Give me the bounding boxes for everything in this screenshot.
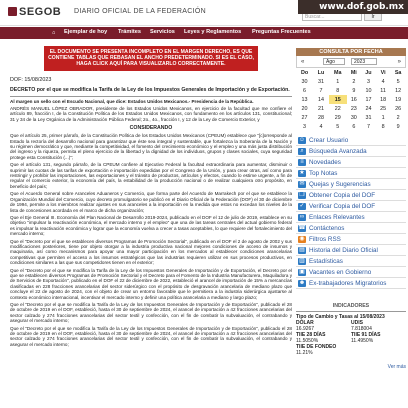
main-content [10, 42, 292, 408]
sidebar-link[interactable] [296, 146, 406, 157]
check-icon: ✓ [299, 203, 305, 209]
paragraph: Que el "Decreto por el que se modifica la Tarifa de la Ley de los Impuestos Generales de Importación y de Exportación", publicado el 28 de octubre de 2019 en el DOF, estableció, hasta el 30 de septiembre de 2024, el arancel de importación a 42 fracciones arancelarias del sector calzado y 274 fracciones arancelarias del sector textil y confección, con el fin de combatir la subvaluación, el contrabando y asegurar el mercado interno; [10, 302, 292, 324]
calendar-day[interactable]: 8 [381, 123, 385, 130]
sidebar-link[interactable] [296, 135, 406, 146]
sidebar-link-label: Ex-trabajadores Migratorios [309, 280, 387, 287]
calendar-day[interactable]: 3 [366, 78, 370, 85]
indicator-value [351, 350, 406, 356]
paragraph: Que el "Decreto por el que se establecen diversos Programas de Promoción Sectorial", publicado en el DOF el 2 de agosto de 2002 y sus modificaciones posteriores, tiene por objeto otorgar a la industria productiva nacional mejores condiciones de acceso de insumos y maquinaria, así como mecanismos para apoyar una mayor participación en los mercados al establecer condiciones arancelarias competitivas que permiten el acceso a los insumos estratégicos que las industrias requieren utilizar en sus procesos productivos, en condiciones similares a las que sus competidores tienen en el exterior; [10, 238, 292, 266]
paragraph: Que el artículo 25, primer párrafo, de la Constitución Política de los Estados Unidos Mexicanos (CPEUM) establece que "[c]orresponde al Estado la rectoría del desarrollo nacional para garantizar que éste sea integral y sustentable, que fortalezca la Soberanía de la Nación y su régimen democrático y que, mediante la competitividad, el fomento del crecimiento económico y el empleo y una más justa distribución del ingreso y la riqueza, permita el pleno ejercicio de la libertad y la dignidad de los individuos, grupos y clases sociales, cuya seguridad protege esta Constitución (...)"; [10, 133, 292, 160]
calendar-day[interactable]: 21 [317, 105, 324, 112]
calendar-day[interactable]: 24 [365, 105, 372, 112]
calendar-day[interactable]: 29 [334, 114, 341, 121]
sidebar-link-label: Filtros RSS [309, 236, 341, 243]
sidebar-links [296, 135, 406, 289]
indicator-value: TIIE 91 DÍAS [351, 332, 381, 338]
indicator-value: UDIS [351, 320, 363, 326]
search-button[interactable]: Ir [364, 12, 382, 21]
nav-tramites[interactable]: Trámites [118, 29, 142, 35]
indicator-label: DÓLAR [296, 320, 314, 326]
calendar-day[interactable]: 3 [303, 123, 307, 130]
url-watermark: www.dof.gob.mx [298, 0, 408, 14]
nav-servicios[interactable]: Servicios [150, 29, 175, 35]
intro-paragraph: ANDRÉS MANUEL LÓPEZ OBRADOR, presidente de los Estados Unidos Mexicanos, en ejercicio de la facultad que me confiere el artículo 89, fracción I, de la Constitución Política de los Estados Unidos Mexicanos, con fundamento en los artículos 131, constitucional; 31 y 34 de la Ley Orgánica de la Administración Pública Federal; 2o., 4o., fracción I, y 12 de la Ley de Comercio Exterior, y [10, 106, 292, 122]
sidebar-link-label: Quejas y Sugerencias [309, 181, 371, 188]
search-input[interactable]: Buscar... [302, 12, 362, 21]
indicator-label: 11.5050% [296, 338, 319, 344]
calendar-day[interactable]: 19 [395, 96, 402, 103]
indicator-value: 7.818004 [351, 326, 372, 332]
divider [10, 96, 292, 97]
sidebar-link[interactable] [296, 157, 406, 168]
calendar-day[interactable]: 17 [365, 96, 372, 103]
incomplete-warning-banner[interactable]: EL DOCUMENTO SE PRESENTA INCOMPLETO EN EL MARGEN DERECHO, ES QUE CONTIENE TABLAS QUE REBASAN EL ANCHO PREDETERMINADO. SI ES EL CASO, HAGA CLICK AQUÍ PARA VISUALIZARLO CORRECTAMENTE. [44, 46, 258, 71]
next-month-icon[interactable]: » [397, 59, 401, 65]
indicator-label: TIIE 28 DÍAS [296, 332, 326, 338]
sidebar-link-label: Búsqueda Avanzada [309, 148, 367, 155]
indicators-table [296, 320, 406, 356]
home-icon[interactable]: ⌂ [52, 30, 56, 36]
calendar-day[interactable]: 10 [365, 87, 372, 94]
nav-leyes[interactable]: Leyes y Reglamentos [184, 29, 242, 35]
calendar-day[interactable]: 12 [395, 87, 402, 94]
dof-date: DOF: 15/08/2023 [10, 76, 52, 83]
calendar-day[interactable]: 9 [352, 87, 356, 94]
sidebar-link[interactable] [296, 256, 406, 267]
sidebar-link[interactable] [296, 223, 406, 234]
indicator-value: 11.4950% [351, 338, 374, 344]
indicators-subtitle: Tipo de Cambio y Tasas al 15/08/2023 [296, 314, 385, 320]
calendar-day[interactable]: 7 [366, 123, 370, 130]
user-icon: ☺ [298, 137, 306, 143]
divider [296, 311, 406, 312]
sidebar-link-label: Verificar Copia del DOF [309, 203, 376, 210]
sidebar-link-label: Vacantes en Gobierno [309, 269, 372, 276]
weekday-label: Sa [394, 69, 402, 76]
calendar-selector [296, 56, 406, 68]
indicator-label: TIIE DE FONDEO [296, 344, 337, 350]
copy-icon: ❐ [299, 192, 305, 198]
weekday-label: Ma [333, 69, 342, 76]
year-select[interactable]: 2023 [351, 58, 377, 65]
decree-title: DECRETO por el que se modifica la Tarifa de la Ley de los Impuestos Generales de Importación y de Exportación. [10, 86, 290, 93]
segob-logo[interactable] [8, 6, 61, 18]
paragraph: Que el "Decreto por el que se modifica la Tarifa de la Ley de los Impuestos Generales de Importación y de Exportación", publicado el 28 de octubre de 2019 en el DOF, estableció, hasta el 30 de septiembre de 2024, el arancel de importación a 42 fracciones arancelarias del sector calzado y 274 fracciones arancelarias del sector textil y confección, con el fin de combatir la subvaluación, el contrabando y asegurar el mercado interno; [10, 325, 292, 347]
sidebar-link-label: Top Notas [309, 170, 338, 177]
calendar-day[interactable]: 2 [396, 114, 400, 121]
month-select[interactable]: Ago [323, 58, 345, 65]
briefcase-icon: ▣ [299, 269, 305, 275]
search-icon: ⌕ [298, 148, 306, 155]
calendar-day[interactable]: 6 [303, 87, 307, 94]
weekday-label: Mi [350, 69, 357, 76]
calendar-day[interactable]: 5 [396, 78, 400, 85]
main-nav [0, 27, 408, 39]
paragraph: Que el "Decreto por el que se modifica la Tarifa de la Ley de los Impuestos Generales de Importación y de Exportación, el Decreto por el que se establecen diversos Programas de Promoción Sectorial y el Decreto para el Fomento de la Industria Manufacturera, Maquiladora y de Servicios de Exportación", publicado en el DOF el 22 de diciembre de 2022, estableció el arancel de importación de 15% a mercancías clasificadas en 228 fracciones arancelarias del sector siderúrgico con el propósito de desgravación arancelaria de mediano plazo que concluye el 22 de agosto de 2024, con el objeto de crear un entorno favorable que le permitiera a la industria siderúrgica ajustarse al contexto económico internacional, incentivar el mercado interno y definir una política arancelaria a mediano y largo plazo; [10, 267, 292, 300]
prev-month-icon[interactable]: « [301, 59, 305, 65]
calendar-day[interactable]: 6 [352, 123, 356, 130]
weekday-label: Do [300, 69, 309, 76]
calendar-day[interactable]: 23 [350, 105, 357, 112]
nav-ejemplar-de-hoy[interactable]: Ejemplar de hoy [64, 29, 108, 35]
book-icon: ▤ [299, 247, 305, 253]
ver-mas-link[interactable]: Ver más [387, 364, 406, 370]
sidebar-link[interactable] [296, 278, 406, 289]
sidebar-link-label: Enlaces Relevantes [309, 214, 365, 221]
paragraph: Que el artículo 131, segundo párrafo, de la CPEUM confiere al Ejecutivo Federal la facultad extraordinaria para aumentar, disminuir o suprimir las cuotas de las tarifas de exportación e importación expedidas por el Congreso de la Unión, y para crear otras, así como para restringir y prohibir las importaciones, las exportaciones y el tránsito de productos, artículos y efectos, cuando lo estime urgente, a fin de regular el comercio exterior, la economía del país, la estabilidad de la producción nacional o de realizar cualquiera otro propósito, en beneficio del país; [10, 162, 292, 189]
sidebar-link[interactable] [296, 168, 406, 179]
sidebar-link[interactable] [296, 267, 406, 278]
calendar-day[interactable]: 28 [317, 114, 324, 121]
sidebar-link[interactable] [296, 234, 406, 245]
calendar-day[interactable]: 5 [336, 123, 340, 130]
calendar-day[interactable]: 9 [396, 123, 400, 130]
indicator-label: 11.21% [296, 350, 313, 356]
calendar-day[interactable]: 22 [334, 105, 341, 112]
site-title: DIARIO OFICIAL DE LA FEDERACIÓN [74, 8, 206, 15]
calendar-day[interactable]: 25 [380, 105, 387, 112]
calendar-day[interactable]: 13 [301, 96, 308, 103]
sidebar-link-label: Contáctenos [309, 225, 345, 232]
sidebar-link-label: Historia del Diario Oficial [309, 247, 378, 254]
calendar-day[interactable]: 16 [350, 96, 357, 103]
sidebar-link-label: Novedades [309, 159, 341, 166]
calendar-day[interactable]: 31 [365, 114, 372, 121]
calendar-day[interactable]: 4 [381, 78, 385, 85]
considerando-heading: CONSIDERANDO [129, 125, 173, 132]
mail-icon: ✉ [299, 181, 305, 187]
calendar-day[interactable]: 14 [317, 96, 324, 103]
segob-emblem-icon [8, 7, 17, 16]
weekday-label: Ju [365, 69, 372, 76]
indicator-label: 16.9267 [296, 326, 315, 332]
sidebar-link[interactable] [296, 245, 406, 256]
calendar-title: CONSULTA POR FECHA [296, 48, 406, 56]
calendar-day[interactable]: 2 [352, 78, 356, 85]
calendar-day[interactable]: 4 [319, 123, 323, 130]
weekday-label: Lu [317, 69, 325, 76]
indicators-title: INDICADORES [332, 303, 370, 309]
calendar-day[interactable]: 7 [319, 87, 323, 94]
people-icon: ☻ [298, 280, 306, 286]
sidebar-link[interactable] [296, 179, 406, 190]
weekday-label: Vi [380, 69, 386, 76]
calendar-day[interactable]: 31 [317, 78, 324, 85]
sidebar-link[interactable] [296, 190, 406, 201]
calendar-day[interactable]: 1 [381, 114, 385, 121]
sidebar-link-label: Obtener Copia del DOF [309, 192, 376, 199]
chart-icon: ▥ [299, 258, 305, 264]
paragraph: Que el Eje General III. Economía del Plan Nacional de Desarrollo 2019-2024, publicado en el DOF el 12 de julio de 2019, establece en su objetivo "impulsar la reactivación económica, el mercado interno y el empleo" que una de las tareas centrales del actual gobierno federal es impulsar la reactivación económica y lograr que la economía vuelva a crecer a tasas aceptables, lo que requiere del fortalecimiento del mercado interno; [10, 214, 292, 237]
calendar-day[interactable]: 30 [350, 114, 357, 121]
calendar-day[interactable]: 8 [336, 87, 340, 94]
news-icon: ≡ [298, 159, 306, 166]
sidebar-link[interactable] [296, 212, 406, 223]
sidebar-link[interactable] [296, 201, 406, 212]
segob-logo-text: SEGOB [19, 6, 62, 18]
calendar-day[interactable]: 27 [301, 114, 308, 121]
seal-line: Al margen un sello con el Escudo Nacional, que dice: Estados Unidos Mexicanos.- Presidencia de la República. [10, 98, 254, 104]
paragraph: Que el Acuerdo General sobre Aranceles Aduaneros y Comercio, que forma parte del Acuerdo de Marrakech por el que se establece la Organización Mundial del Comercio, cuyo decreto promulgatorio se publicó en el Diario Oficial de la Federación (DOF) el 30 de diciembre de 1994, permite a los miembros realizar ajustes en sus aranceles a la importación en la medida que estos no excedan los niveles de la lista de concesiones acordada en el marco de dicha organización; [10, 191, 292, 213]
indicator-row [296, 350, 406, 356]
sidebar-link-label: Estadísticas [309, 258, 343, 265]
sidebar [296, 42, 406, 408]
calendar-day[interactable]: 1 [336, 78, 340, 85]
calendar-day[interactable]: 18 [380, 96, 387, 103]
link-icon: ∞ [299, 214, 305, 220]
calendar-day[interactable]: 30 [301, 78, 308, 85]
phone-icon: ☎ [298, 225, 306, 231]
calendar-day[interactable]: 20 [301, 105, 308, 112]
calendar-day[interactable]: 15 [329, 95, 347, 104]
star-icon: ★ [299, 170, 305, 176]
calendar-day[interactable]: 11 [380, 87, 386, 94]
calendar-grid [296, 68, 406, 131]
rss-icon: ◉ [299, 236, 305, 242]
nav-preguntas[interactable]: Preguntas Frecuentes [252, 29, 311, 35]
calendar-day[interactable]: 26 [395, 105, 402, 112]
sidebar-link-label: Crear Usuario [309, 137, 349, 144]
